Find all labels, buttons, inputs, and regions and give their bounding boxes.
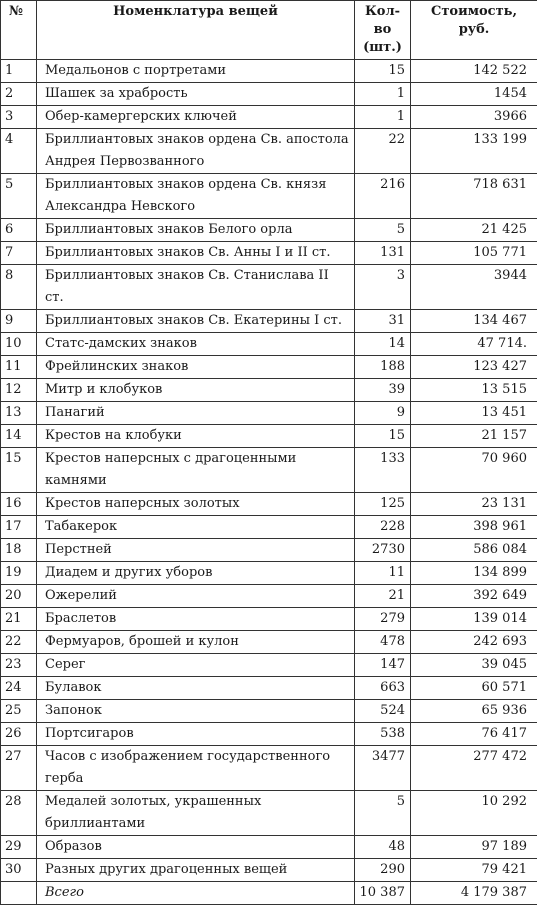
row-name: Медалей золотых, украшенных бриллиантами (37, 791, 355, 836)
table-row (1, 174, 537, 219)
row-cost: 10 292 (411, 791, 537, 836)
row-name: Браслетов (37, 608, 355, 631)
row-cost: 65 936 (411, 700, 537, 723)
row-number: 3 (1, 106, 37, 129)
row-cost: 21 157 (411, 425, 537, 448)
row-cost: 47 714. (411, 333, 537, 356)
row-name: Шашек за храбрость (37, 83, 355, 106)
row-name: Крестов наперсных с драгоценными камнями (37, 448, 355, 493)
row-name: Разных других драгоценных вещей (37, 859, 355, 882)
row-quantity: 11 (355, 562, 411, 585)
row-quantity: 21 (355, 585, 411, 608)
row-number: 12 (1, 379, 37, 402)
row-quantity: 1 (355, 106, 411, 129)
row-cost: 133 199 (411, 129, 537, 174)
row-number: 29 (1, 836, 37, 859)
row-number: 11 (1, 356, 37, 379)
row-number: 7 (1, 242, 37, 265)
row-quantity: 125 (355, 493, 411, 516)
row-quantity: 15 (355, 60, 411, 83)
row-quantity: 228 (355, 516, 411, 539)
row-quantity: 31 (355, 310, 411, 333)
row-name: Булавок (37, 677, 355, 700)
table-row (1, 448, 537, 493)
table-row (1, 106, 537, 129)
table-row (1, 631, 537, 654)
table-row (1, 493, 537, 516)
row-name: Бриллиантовых знаков Св. Екатерины I ст. (37, 310, 355, 333)
row-name: Бриллиантовых знаков Св. Станислава II ст. (37, 265, 355, 310)
row-cost: 392 649 (411, 585, 537, 608)
header-cost: Стоимость, руб. (411, 1, 537, 60)
row-name: Портсигаров (37, 723, 355, 746)
row-cost: 277 472 (411, 746, 537, 791)
row-cost: 21 425 (411, 219, 537, 242)
row-quantity: 3477 (355, 746, 411, 791)
row-cost: 70 960 (411, 448, 537, 493)
row-quantity: 188 (355, 356, 411, 379)
row-name: Фермуаров, брошей и кулон (37, 631, 355, 654)
table-row (1, 242, 537, 265)
row-quantity: 478 (355, 631, 411, 654)
row-number: 20 (1, 585, 37, 608)
table-row (1, 516, 537, 539)
row-number: 10 (1, 333, 37, 356)
row-name: Обер-камергерских ключей (37, 106, 355, 129)
table-row (1, 425, 537, 448)
row-quantity: 14 (355, 333, 411, 356)
row-number: 13 (1, 402, 37, 425)
row-cost: 13 515 (411, 379, 537, 402)
row-number: 26 (1, 723, 37, 746)
row-number: 6 (1, 219, 37, 242)
row-cost: 134 899 (411, 562, 537, 585)
header-quantity: Кол-во (шт.) (355, 1, 411, 60)
row-cost: 105 771 (411, 242, 537, 265)
row-cost: 134 467 (411, 310, 537, 333)
total-cost: 4 179 387 (411, 882, 537, 905)
total-row (1, 882, 537, 905)
row-quantity: 216 (355, 174, 411, 219)
row-name: Фрейлинских знаков (37, 356, 355, 379)
row-quantity: 5 (355, 219, 411, 242)
table-row (1, 60, 537, 83)
row-name: Крестов наперсных золотых (37, 493, 355, 516)
row-name: Бриллиантовых знаков ордена Св. апостола Андрея Первозванного (37, 129, 355, 174)
row-cost: 3966 (411, 106, 537, 129)
row-cost: 97 189 (411, 836, 537, 859)
row-cost: 398 961 (411, 516, 537, 539)
table-row (1, 333, 537, 356)
row-cost: 142 522 (411, 60, 537, 83)
table-row (1, 129, 537, 174)
row-quantity: 15 (355, 425, 411, 448)
row-quantity: 290 (355, 859, 411, 882)
row-quantity: 39 (355, 379, 411, 402)
row-quantity: 5 (355, 791, 411, 836)
row-name: Бриллиантовых знаков Св. Анны I и II ст. (37, 242, 355, 265)
table-row (1, 356, 537, 379)
table-row (1, 562, 537, 585)
total-quantity: 10 387 (355, 882, 411, 905)
row-number: 14 (1, 425, 37, 448)
header-name: Номенклатура вещей (37, 1, 355, 60)
row-name: Панагий (37, 402, 355, 425)
row-name: Перстней (37, 539, 355, 562)
table-row (1, 746, 537, 791)
row-quantity: 131 (355, 242, 411, 265)
table-row (1, 379, 537, 402)
row-number: 25 (1, 700, 37, 723)
table-row (1, 219, 537, 242)
row-number: 24 (1, 677, 37, 700)
row-name: Статс-дамских знаков (37, 333, 355, 356)
row-cost: 123 427 (411, 356, 537, 379)
row-name: Медальонов с портретами (37, 60, 355, 83)
table-row (1, 539, 537, 562)
table-row (1, 265, 537, 310)
table-row (1, 654, 537, 677)
row-number: 30 (1, 859, 37, 882)
table-row (1, 836, 537, 859)
row-quantity: 3 (355, 265, 411, 310)
row-name: Крестов на клобуки (37, 425, 355, 448)
table-row (1, 402, 537, 425)
row-number: 5 (1, 174, 37, 219)
table-row (1, 677, 537, 700)
row-number: 19 (1, 562, 37, 585)
row-cost: 242 693 (411, 631, 537, 654)
row-quantity: 48 (355, 836, 411, 859)
row-cost: 79 421 (411, 859, 537, 882)
row-cost: 23 131 (411, 493, 537, 516)
row-quantity: 133 (355, 448, 411, 493)
table-row (1, 608, 537, 631)
row-name: Ожерелий (37, 585, 355, 608)
row-quantity: 9 (355, 402, 411, 425)
row-number: 2 (1, 83, 37, 106)
row-name: Диадем и других уборов (37, 562, 355, 585)
row-quantity: 147 (355, 654, 411, 677)
table-row (1, 859, 537, 882)
row-quantity: 663 (355, 677, 411, 700)
row-number: 1 (1, 60, 37, 83)
row-cost: 76 417 (411, 723, 537, 746)
row-number: 27 (1, 746, 37, 791)
row-name: Часов с изображением государственного герба (37, 746, 355, 791)
row-cost: 60 571 (411, 677, 537, 700)
table-row (1, 83, 537, 106)
row-number: 23 (1, 654, 37, 677)
table-row (1, 791, 537, 836)
row-number: 15 (1, 448, 37, 493)
row-name: Митр и клобуков (37, 379, 355, 402)
row-cost: 13 451 (411, 402, 537, 425)
table-row (1, 310, 537, 333)
row-cost: 139 014 (411, 608, 537, 631)
row-number: 18 (1, 539, 37, 562)
row-quantity: 538 (355, 723, 411, 746)
row-number: 4 (1, 129, 37, 174)
row-quantity: 22 (355, 129, 411, 174)
row-quantity: 279 (355, 608, 411, 631)
row-cost: 586 084 (411, 539, 537, 562)
row-cost: 718 631 (411, 174, 537, 219)
row-cost: 3944 (411, 265, 537, 310)
row-number: 28 (1, 791, 37, 836)
total-label: Всего (37, 882, 355, 905)
row-name: Бриллиантовых знаков Белого орла (37, 219, 355, 242)
row-number: 9 (1, 310, 37, 333)
table-row (1, 700, 537, 723)
table-row (1, 585, 537, 608)
row-number: 21 (1, 608, 37, 631)
row-name: Бриллиантовых знаков ордена Св. князя Александра Невского (37, 174, 355, 219)
row-cost: 1454 (411, 83, 537, 106)
row-name: Запонок (37, 700, 355, 723)
table-body (1, 60, 537, 882)
row-quantity: 1 (355, 83, 411, 106)
total-number-cell (1, 882, 37, 905)
row-number: 16 (1, 493, 37, 516)
table-row (1, 723, 537, 746)
row-name: Серег (37, 654, 355, 677)
row-name: Образов (37, 836, 355, 859)
row-number: 22 (1, 631, 37, 654)
table-header-row (1, 1, 537, 60)
header-number: № (1, 1, 37, 60)
row-number: 8 (1, 265, 37, 310)
row-quantity: 524 (355, 700, 411, 723)
row-cost: 39 045 (411, 654, 537, 677)
row-quantity: 2730 (355, 539, 411, 562)
row-number: 17 (1, 516, 37, 539)
row-name: Табакерок (37, 516, 355, 539)
